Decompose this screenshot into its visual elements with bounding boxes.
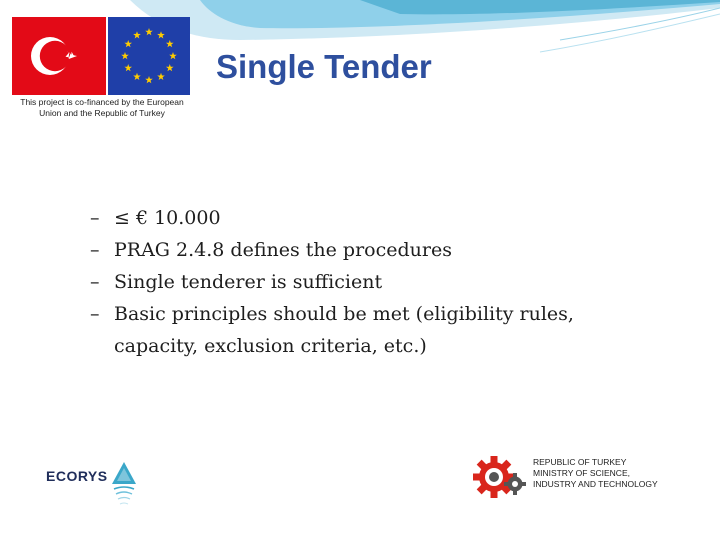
ministry-line-3: INDUSTRY AND TECHNOLOGY — [533, 479, 658, 489]
bullet-dash: – — [90, 303, 100, 325]
bullet-dash: – — [90, 239, 100, 261]
cofinance-line-1: This project is co-financed by the European — [20, 97, 184, 107]
bullet-item — [90, 202, 650, 234]
bullet-item — [90, 298, 650, 362]
bullet-text: Single tenderer is sufficient — [114, 271, 383, 293]
bullet-text: ≤ € 10.000 — [114, 207, 221, 229]
ministry-gear-icon — [470, 454, 528, 500]
slide-title: Single Tender — [216, 48, 432, 85]
bullet-text: PRAG 2.4.8 defines the procedures — [114, 239, 452, 261]
bullet-list — [90, 202, 650, 362]
bullet-item — [90, 234, 650, 266]
ecorys-logo-icon — [110, 462, 138, 510]
ecorys-wordmark: ECORYS — [46, 468, 108, 484]
cofinance-line-2: Union and the Republic of Turkey — [39, 108, 165, 118]
bullet-text: Basic principles should be met (eligibility rules, capacity, exclusion criteria, etc.) — [114, 303, 574, 357]
turkey-flag-icon — [12, 17, 106, 95]
ministry-line-1: REPUBLIC OF TURKEY — [533, 457, 627, 467]
bullet-dash: – — [90, 207, 100, 229]
eu-flag-icon — [108, 17, 190, 95]
bullet-dash: – — [90, 271, 100, 293]
ministry-logo-text — [533, 457, 713, 490]
cofinance-notice — [12, 97, 192, 119]
ecorys-logo — [46, 462, 146, 510]
bullet-item — [90, 266, 650, 298]
ministry-line-2: MINISTRY OF SCIENCE, — [533, 468, 630, 478]
